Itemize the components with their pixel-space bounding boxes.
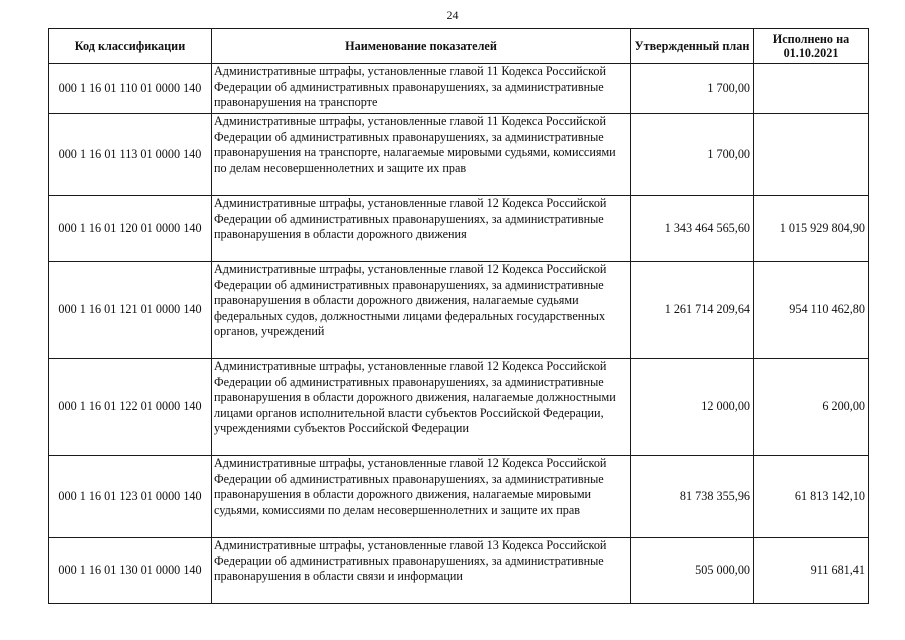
name-cell: Административные штрафы, установленные главой 12 Кодекса Российской Федерации об административных правонарушениях, за административные правонарушения в области дорожного движения bbox=[212, 196, 631, 262]
header-done: Исполнено на 01.10.2021 bbox=[754, 29, 869, 64]
table-row bbox=[49, 196, 869, 262]
code-cell: 000 1 16 01 120 01 0000 140 bbox=[49, 196, 212, 262]
done-cell: 6 200,00 bbox=[754, 359, 869, 456]
done-cell: 1 015 929 804,90 bbox=[754, 196, 869, 262]
name-cell: Административные штрафы, установленные главой 12 Кодекса Российской Федерации об административных правонарушениях, за административные правонарушения в области дорожного движения, налагаемые судьями федеральных судов, должностными лицами федеральных государственных органов, учреждений bbox=[212, 262, 631, 359]
done-cell: 911 681,41 bbox=[754, 538, 869, 604]
name-cell: Административные штрафы, установленные главой 13 Кодекса Российской Федерации об административных правонарушениях, за административные правонарушения в области связи и информации bbox=[212, 538, 631, 604]
plan-cell: 1 343 464 565,60 bbox=[631, 196, 754, 262]
plan-cell: 1 261 714 209,64 bbox=[631, 262, 754, 359]
table-row bbox=[49, 456, 869, 538]
name-cell: Административные штрафы, установленные главой 12 Кодекса Российской Федерации об административных правонарушениях, за административные правонарушения в области дорожного движения, налагаемые мировыми судьями, комиссиями по делам несовершеннолетних и защите их прав bbox=[212, 456, 631, 538]
done-cell: 954 110 462,80 bbox=[754, 262, 869, 359]
plan-cell: 81 738 355,96 bbox=[631, 456, 754, 538]
table-row bbox=[49, 64, 869, 114]
header-name: Наименование показателей bbox=[212, 29, 631, 64]
table-header-row bbox=[49, 29, 869, 64]
plan-cell: 1 700,00 bbox=[631, 64, 754, 114]
done-cell bbox=[754, 64, 869, 114]
done-cell: 61 813 142,10 bbox=[754, 456, 869, 538]
code-cell: 000 1 16 01 121 01 0000 140 bbox=[49, 262, 212, 359]
header-code: Код классификации bbox=[49, 29, 212, 64]
name-cell: Административные штрафы, установленные главой 11 Кодекса Российской Федерации об административных правонарушениях, за административные правонарушения на транспорте bbox=[212, 64, 631, 114]
plan-cell: 1 700,00 bbox=[631, 114, 754, 196]
plan-cell: 12 000,00 bbox=[631, 359, 754, 456]
code-cell: 000 1 16 01 113 01 0000 140 bbox=[49, 114, 212, 196]
plan-cell: 505 000,00 bbox=[631, 538, 754, 604]
code-cell: 000 1 16 01 122 01 0000 140 bbox=[49, 359, 212, 456]
table-row bbox=[49, 114, 869, 196]
table-row bbox=[49, 538, 869, 604]
code-cell: 000 1 16 01 123 01 0000 140 bbox=[49, 456, 212, 538]
table-row bbox=[49, 359, 869, 456]
name-cell: Административные штрафы, установленные главой 12 Кодекса Российской Федерации об административных правонарушениях, за административные правонарушения в области дорожного движения, налагаемые должностными лицами органов исполнительной власти субъектов Российской Федерации, учреждениями субъектов Российской Федерации bbox=[212, 359, 631, 456]
page-number: 24 bbox=[446, 8, 459, 22]
name-cell: Административные штрафы, установленные главой 11 Кодекса Российской Федерации об административных правонарушениях, за административные правонарушения на транспорте, налагаемые мировыми судьями, комиссиями по делам несовершеннолетних и защите их прав bbox=[212, 114, 631, 196]
budget-table bbox=[48, 28, 869, 604]
code-cell: 000 1 16 01 130 01 0000 140 bbox=[49, 538, 212, 604]
code-cell: 000 1 16 01 110 01 0000 140 bbox=[49, 64, 212, 114]
header-plan: Утвержденный план bbox=[631, 29, 754, 64]
done-cell bbox=[754, 114, 869, 196]
table-row bbox=[49, 262, 869, 359]
